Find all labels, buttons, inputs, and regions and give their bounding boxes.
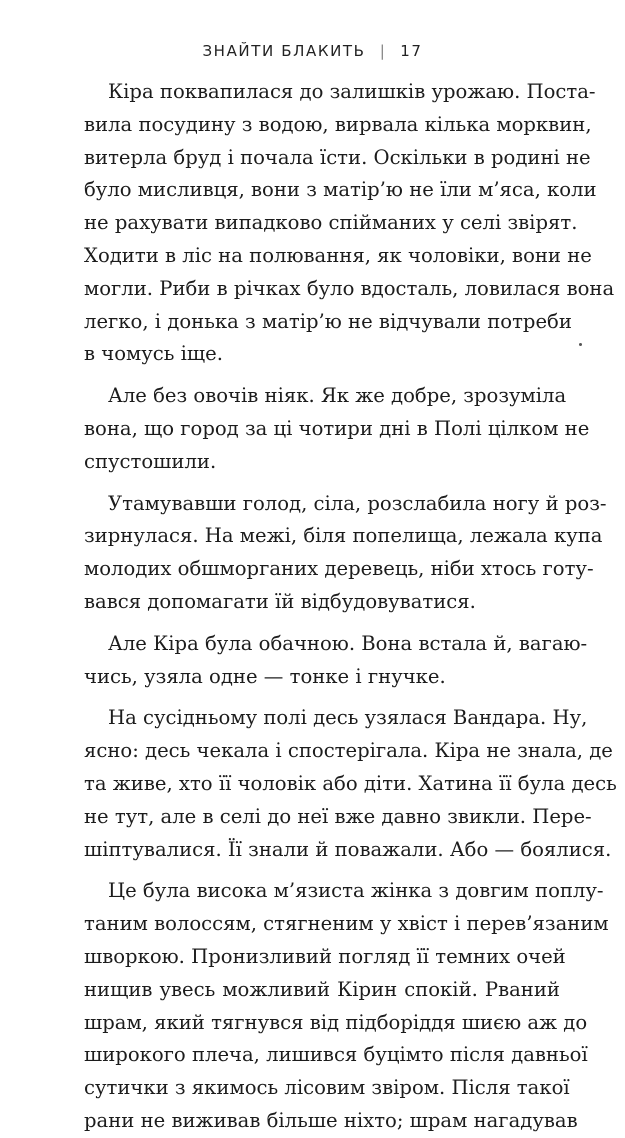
- text-line: вався допомагати їй відбудовуватися.: [84, 589, 476, 613]
- paragraph: [84, 628, 588, 694]
- text-line: витерла бруд і почала їсти. Оскільки в родині не: [84, 145, 591, 169]
- text-line: шрам, який тягнувся від підборіддя шиєю аж до: [84, 1010, 588, 1034]
- paragraph: [84, 702, 617, 866]
- text-line: та живе, хто її чоловік або діти. Хатина її була десь: [84, 771, 617, 795]
- text-line: молодих обшморганих деревець, ніби хтось готу-: [84, 557, 594, 581]
- margin-speck: [579, 343, 582, 346]
- text-line: На сусідньому полі десь узялася Вандара. Ну,: [108, 706, 588, 730]
- paragraph: [84, 488, 607, 619]
- text-line: в чомусь іще.: [84, 342, 223, 366]
- text-line: вона, що город за ці чотири дні в Полі цілком не: [84, 416, 590, 440]
- text-line: вила посудину з водою, вирвала кілька морквин,: [84, 112, 592, 136]
- running-header: [0, 42, 625, 60]
- text-line: чись, узяла одне — тонке і гнучке.: [84, 664, 446, 688]
- text-line: шіптувалися. Її знали й поважали. Або — боялися.: [84, 837, 612, 861]
- book-title: ЗНАЙТИ БЛАКИТЬ: [202, 42, 366, 60]
- text-line: зирнулася. На межі, біля попелища, лежала купа: [84, 524, 603, 548]
- text-line: Кіра поквапилася до залишків урожаю. Поста-: [108, 80, 596, 103]
- text-line: легко, і донька з матір’ю не відчували потреби: [84, 309, 572, 333]
- text-line: було мисливця, вони з матір’ю не їли м’яса, коли: [84, 178, 597, 202]
- text-line: нищив увесь можливий Кірин спокій. Рваний: [84, 977, 560, 1001]
- text-line: спустошили.: [84, 449, 217, 473]
- text-line: могли. Риби в річках було вдосталь, ловилася вона: [84, 276, 615, 300]
- text-line: Утамувавши голод, сіла, розслабила ногу й роз-: [108, 491, 607, 515]
- text-line: таним волоссям, стягненим у хвіст і перев’язаним: [84, 912, 609, 936]
- paragraph: [84, 875, 609, 1137]
- text-line: ясно: десь чекала і спостерігала. Кіра не знала, де: [84, 739, 613, 763]
- text-line: сутички з якимось лісовим звіром. Після такої: [84, 1076, 570, 1100]
- text-line: рани не виживав більше ніхто; шрам нагадував: [84, 1108, 578, 1132]
- text-line: Це була висока м’язиста жінка з довгим поплу-: [108, 879, 604, 903]
- header-separator: |: [379, 42, 387, 60]
- text-line: Ходити в ліс на полювання, як чоловіки, вони не: [84, 243, 592, 267]
- body-text: [84, 76, 617, 1138]
- text-line: широкого плеча, лишився буцімто після давньої: [84, 1043, 588, 1067]
- page-number: 17: [400, 42, 423, 60]
- text-line: Але без овочів ніяк. Як же добре, зрозуміла: [108, 384, 567, 408]
- text-line: не тут, але в селі до неї вже давно звикли. Пере-: [84, 804, 592, 828]
- paragraph: [84, 76, 615, 371]
- text-line: Але Кіра була обачною. Вона встала й, вагаю-: [108, 631, 588, 655]
- text-line: шворкою. Пронизливий погляд її темних очей: [84, 944, 566, 968]
- paragraph: [84, 380, 590, 478]
- text-line: не рахувати випадково спійманих у селі звірят.: [84, 211, 578, 235]
